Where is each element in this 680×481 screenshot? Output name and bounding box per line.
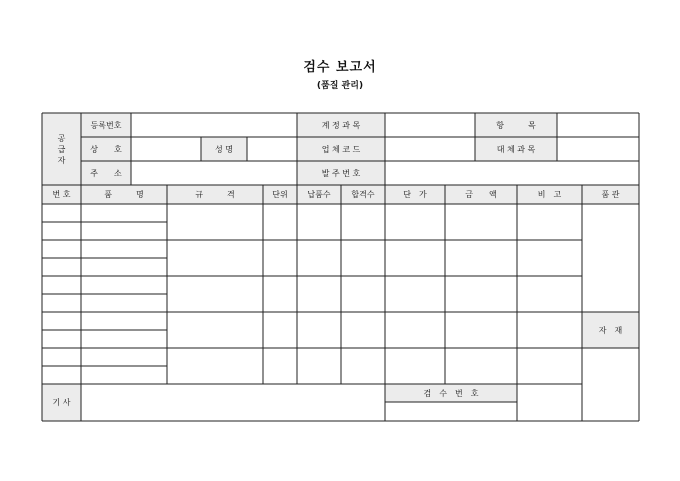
remarks-field[interactable] bbox=[81, 384, 385, 421]
col-header-passed: 합격수 bbox=[351, 190, 375, 199]
inspect-no-label: 검 수 번 호 bbox=[423, 388, 479, 398]
item-field[interactable] bbox=[557, 113, 639, 137]
address-field[interactable] bbox=[131, 161, 297, 185]
supplier-group-char-3: 자 bbox=[57, 155, 66, 165]
document-title: 검수 보고서 bbox=[303, 60, 377, 75]
reg-no-field[interactable] bbox=[131, 113, 297, 137]
col-header-name: 품 명 bbox=[104, 190, 144, 199]
material-label: 자 재 bbox=[598, 325, 623, 335]
dept-label: 대 체 과 목 bbox=[496, 144, 536, 154]
col-header-note: 비 고 bbox=[537, 190, 562, 199]
order-no-field[interactable] bbox=[385, 161, 639, 185]
account-field[interactable] bbox=[385, 113, 475, 137]
inspect-no-field[interactable] bbox=[385, 402, 517, 421]
supplier-group-label bbox=[42, 113, 81, 185]
name-label: 성 명 bbox=[215, 144, 233, 154]
col-header-spec: 규 격 bbox=[195, 190, 235, 199]
supplier-group-char-2: 급 bbox=[57, 144, 66, 154]
industry-field[interactable] bbox=[385, 137, 475, 161]
remarks-label: 기 사 bbox=[52, 398, 71, 407]
document-subtitle: (품질 관리) bbox=[316, 81, 364, 91]
name-field[interactable] bbox=[247, 137, 297, 161]
account-label: 계 정 과 목 bbox=[321, 120, 361, 130]
reg-no-label: 등록번호 bbox=[90, 120, 122, 130]
col-header-amount: 금 액 bbox=[465, 190, 497, 199]
col-header-no: 번 호 bbox=[52, 190, 71, 199]
company-field[interactable] bbox=[131, 137, 201, 161]
order-no-label: 발 주 번 호 bbox=[321, 168, 361, 178]
company-label: 상 호 bbox=[90, 144, 122, 154]
dept-field[interactable] bbox=[557, 137, 639, 161]
col-header-unit: 단위 bbox=[272, 190, 288, 199]
industry-label: 업 체 코 드 bbox=[321, 144, 361, 154]
col-header-delivered: 납품수 bbox=[307, 190, 331, 199]
col-header-unit-price: 단 가 bbox=[403, 190, 427, 199]
supplier-group-char-1: 공 bbox=[57, 133, 66, 143]
address-label: 주 소 bbox=[90, 168, 122, 178]
item-label: 항 목 bbox=[496, 120, 536, 130]
col-header-quality: 품 관 bbox=[601, 190, 620, 199]
